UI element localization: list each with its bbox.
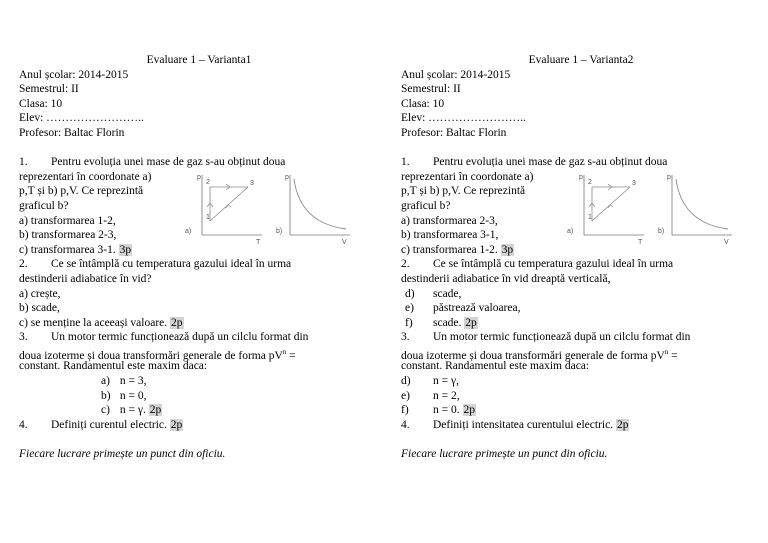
option-b: b) scade, (19, 302, 60, 315)
option-a: a) transformarea 1-2, (19, 214, 116, 227)
question-text: Un motor termic funcționează după un cilclu format din (433, 331, 691, 344)
option-c: c) se menține la aceeași valoare. 2p (19, 316, 183, 329)
option-a: a) n = 3, (101, 375, 147, 388)
t-axis-label: T (638, 239, 643, 246)
points-badge: 2p (616, 418, 629, 431)
graph-a-label: a) (567, 228, 574, 235)
points-badge: 2p (171, 316, 183, 329)
question-number: 2. (401, 258, 410, 271)
point-2-label: 2 (588, 179, 592, 186)
variant-title: Evaluare 1 – Varianta2 (528, 54, 634, 66)
question-line: reprezentari în coordonate a) (19, 170, 152, 183)
point-3-label: 3 (632, 180, 636, 187)
school-year: Anul școlar: 2014-2015 (19, 68, 129, 81)
option-e: e) păstrează valoarea, (405, 302, 521, 315)
point-1-label: 1 (206, 214, 210, 221)
question-text: Definiți intensitatea curentului electric. (433, 418, 614, 431)
question-line: doua izoterme și doua transformări generale de forma $pV^n$ = (401, 347, 678, 362)
teacher: Profesor: Baltac Florin (401, 126, 507, 139)
footer-note: Fiecare lucrare primește un punct din oficiu. (19, 448, 226, 461)
hyperbola-curve (294, 179, 346, 229)
option-c: c) transformarea 3-1. 3p (19, 243, 132, 256)
option-c: c) transformarea 1-2. 3p (401, 243, 514, 256)
p-axis-label: p (285, 174, 289, 181)
school-year: Anul școlar: 2014-2015 (401, 68, 511, 81)
question-1 (19, 155, 379, 170)
question-4 (19, 418, 379, 433)
pt-graph (185, 174, 262, 246)
pt-pv-diagram-figure (182, 171, 357, 246)
question-number: 4. (19, 418, 28, 431)
process-diagonal-line (210, 187, 248, 221)
pv-graph (658, 174, 732, 246)
question-text: Pentru evoluția unei mase de gaz s-au obținut doua (433, 156, 668, 169)
question-3 (19, 330, 379, 345)
hyperbola-curve (676, 179, 728, 229)
question-line: constant. Randamentul este maxim daca: (19, 360, 208, 373)
v-axis-label: V (724, 239, 729, 246)
question-line: graficul b? (19, 199, 69, 212)
points-badge: 2p (170, 418, 183, 431)
points-badge: 2p (149, 404, 162, 417)
point-1-label: 1 (588, 214, 592, 221)
graph-b-label: b) (658, 228, 665, 235)
question-text: Ce se întâmplă cu temperatura gazului ideal în urma (433, 258, 674, 271)
semester: Semestrul: II (19, 83, 79, 96)
question-number: 1. (19, 156, 28, 169)
question-line: p,T și b) p,V. Ce reprezintă (401, 185, 526, 198)
pt-pv-diagram (182, 171, 357, 246)
option-d: d) scade, (405, 287, 462, 300)
point-3-label: 3 (250, 180, 254, 187)
arrow-icon (226, 205, 231, 208)
question-text: Un motor termic funcționează după un cilclu format din (51, 331, 309, 344)
question-line: graficul b? (401, 199, 451, 212)
variant-title: Evaluare 1 – Varianta1 (146, 54, 252, 66)
p-axis-label: p (579, 174, 583, 181)
question-line: p,T și b) p,V. Ce reprezintă (19, 185, 144, 198)
class: Clasa: 10 (401, 97, 445, 110)
option-b: b) n = 0, (101, 389, 147, 402)
semester: Semestrul: II (401, 83, 461, 96)
question-3 (401, 330, 761, 345)
option-c: c) n = γ. 2p (101, 404, 162, 417)
variant-2-column (401, 53, 761, 462)
question-4 (401, 418, 761, 433)
p-axis-label: p (667, 174, 671, 181)
pt-graph (567, 174, 644, 246)
pt-pv-diagram (564, 171, 739, 246)
question-text: Pentru evoluția unei mase de gaz s-au obținut doua (51, 156, 286, 169)
question-1 (401, 155, 761, 170)
student-field: Elev: …………………….. (401, 112, 526, 125)
question-line: doua izoterme și doua transformări generale de forma $pV^n$ = (19, 347, 296, 362)
footer-note: Fiecare lucrare primește un punct din oficiu. (401, 448, 608, 461)
question-line: destinderii adiabatice în vid dreaptă verticală, (401, 272, 611, 285)
process-diagonal-line (592, 187, 630, 221)
option-b: b) transformarea 3-1, (401, 229, 499, 242)
option-a: a) crește, (19, 287, 61, 300)
option-f: f) scade. 2p (405, 316, 477, 329)
question-text: Definiți curentul electric. (51, 418, 167, 431)
teacher: Profesor: Baltac Florin (19, 126, 125, 139)
option-b: b) transformarea 2-3, (19, 229, 117, 242)
option-f: f) n = 0. 2p (401, 404, 475, 417)
class: Clasa: 10 (19, 97, 63, 110)
question-2 (19, 257, 379, 272)
points-badge: 2p (465, 316, 477, 329)
t-axis-label: T (256, 239, 261, 246)
question-text: Ce se întâmplă cu temperatura gazului ideal în urma (51, 258, 292, 271)
graph-a-label: a) (185, 228, 192, 235)
variant-1-column (19, 53, 379, 462)
question-2 (401, 257, 761, 272)
question-number: 2. (19, 258, 28, 271)
pv-graph (276, 174, 350, 246)
points-badge: 3p (119, 243, 132, 256)
option-e: e) n = 2, (401, 389, 460, 402)
question-number: 3. (401, 331, 410, 344)
student-field: Elev: …………………….. (19, 112, 144, 125)
v-axis-label: V (342, 239, 347, 246)
arrow-icon (608, 205, 613, 208)
option-a: a) transformarea 2-3, (401, 214, 498, 227)
question-number: 3. (19, 331, 28, 344)
question-line: reprezentari în coordonate a) (401, 170, 534, 183)
question-line: destinderii adiabatice în vid? (19, 272, 152, 285)
p-axis-label: p (197, 174, 201, 181)
question-line: constant. Randamentul este maxim daca: (401, 360, 590, 373)
question-number: 4. (401, 418, 410, 431)
question-number: 1. (401, 156, 410, 169)
option-d: d) n = γ, (401, 375, 459, 388)
points-badge: 3p (501, 243, 514, 256)
points-badge: 2p (463, 404, 475, 417)
point-2-label: 2 (206, 179, 210, 186)
pt-pv-diagram-figure (564, 171, 739, 246)
graph-b-label: b) (276, 228, 283, 235)
